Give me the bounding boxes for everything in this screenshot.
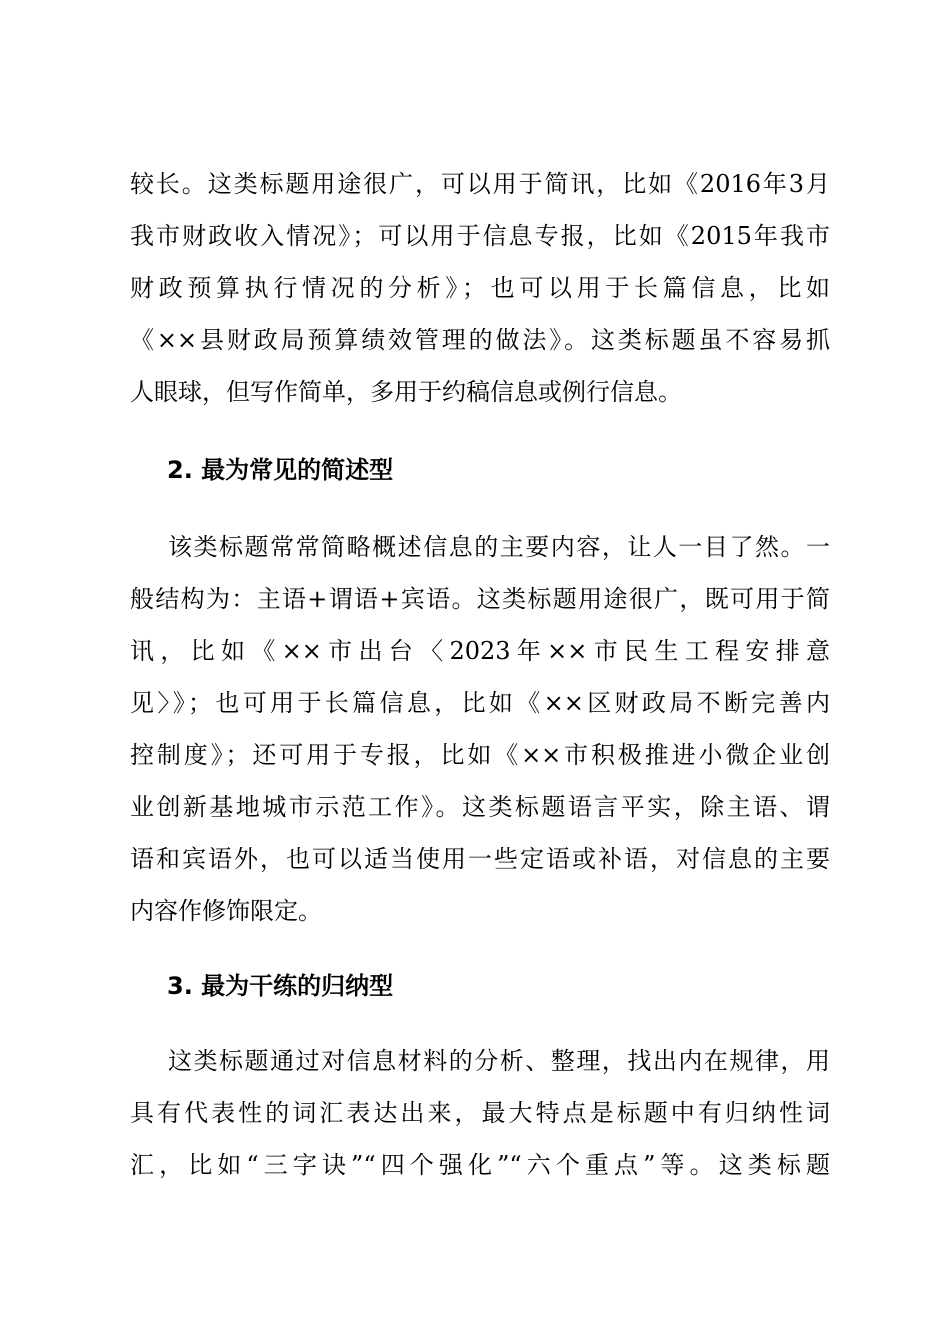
text-line: 讯，比如《××市出台〈2023年××市民生工程安排意 <box>130 637 830 665</box>
text-line: 控制度》；还可用于专报，比如《××市积极推进小微企业创 <box>130 741 830 769</box>
section-heading-2: 2. 最为常见的简述型 <box>167 456 394 484</box>
text-line: 语和宾语外，也可以适当使用一些定语或补语，对信息的主要 <box>130 845 830 873</box>
paragraph-section-2 <box>130 521 830 937</box>
text-line: 般结构为：主语+谓语+宾语。这类标题用途很广，既可用于简 <box>130 585 830 613</box>
text-line: 见〉》；也可用于长篇信息，比如《××区财政局不断完善内 <box>130 689 830 717</box>
text-line: 我市财政收入情况》；可以用于信息专报，比如《2015年我市 <box>130 222 830 250</box>
text-line: 具有代表性的词汇表达出来，最大特点是标题中有归纳性词 <box>130 1099 830 1127</box>
text-line: 业创新基地城市示范工作》。这类标题语言平实，除主语、谓 <box>130 793 830 821</box>
text-line: 这类标题通过对信息材料的分析、整理，找出内在规律，用 <box>168 1047 830 1075</box>
text-line: 较长。这类标题用途很广，可以用于简讯，比如《2016年3月 <box>130 170 830 198</box>
text-line: 汇，比如“三字诀”“四个强化”“六个重点”等。这类标题 <box>130 1151 830 1179</box>
text-line: 《××县财政局预算绩效管理的做法》。这类标题虽不容易抓 <box>130 326 830 354</box>
text-line: 该类标题常常简略概述信息的主要内容，让人一目了然。一 <box>168 533 830 561</box>
text-line: 内容作修饰限定。 <box>130 897 322 925</box>
paragraph-continuation <box>130 158 830 418</box>
text-line: 财政预算执行情况的分析》；也可以用于长篇信息，比如 <box>130 274 830 302</box>
section-heading-3: 3. 最为干练的归纳型 <box>167 972 394 1000</box>
text-line: 人眼球，但写作简单，多用于约稿信息或例行信息。 <box>130 378 682 406</box>
paragraph-section-3 <box>130 1035 830 1191</box>
